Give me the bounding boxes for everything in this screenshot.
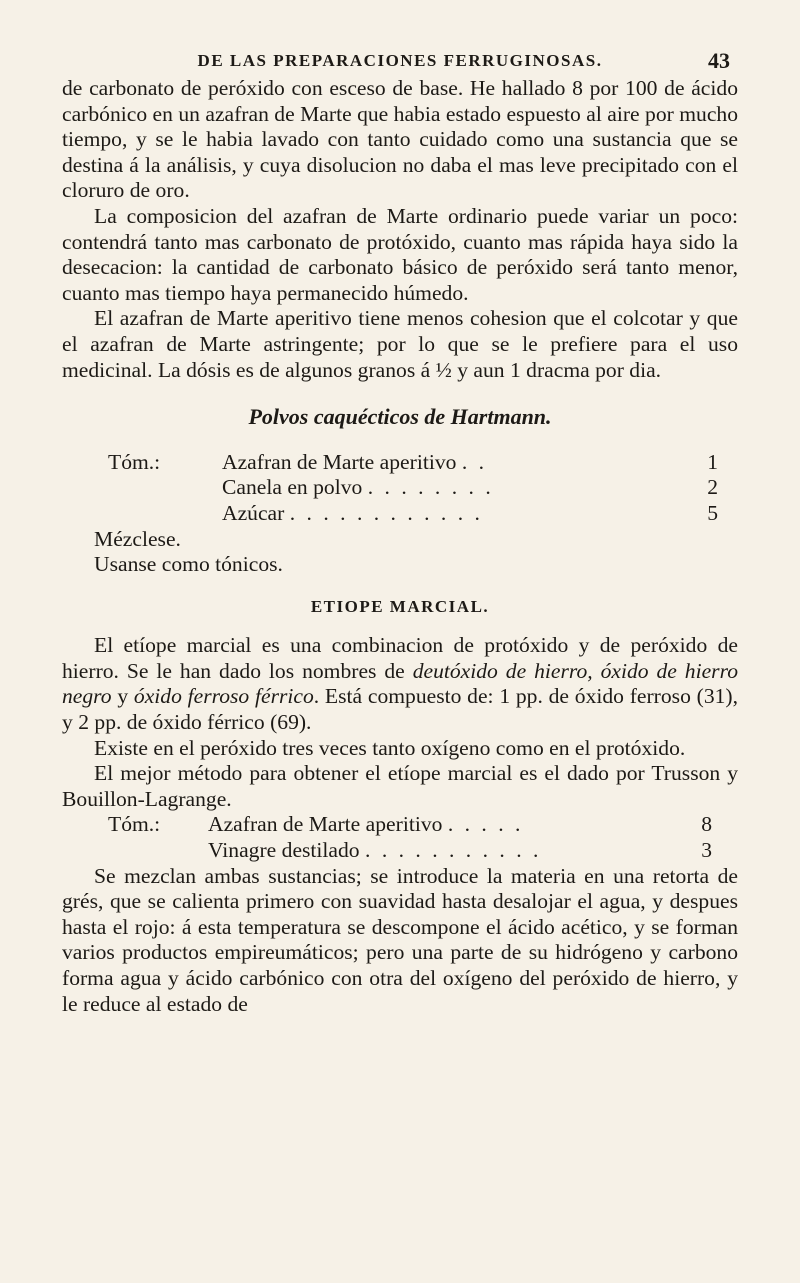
leader-dots: . . . . . . . . . . . — [365, 838, 542, 863]
paragraph-etiope-definition — [62, 633, 738, 735]
paragraph-composition: La composicion del azafran de Marte ordinario puede variar un poco: contendrá tanto mas carbonato de protóxido, cuanto mas rápida haya sido la desecacion: la cantidad de carbonato básico de peróxido será tanto menor, cuanto mas tiempo haya permanecido húmedo. — [62, 203, 738, 305]
definition-text-c: . Está compuesto de: 1 pp. de óxido ferroso (31), y 2 pp. de óxido férrico (69). — [62, 684, 739, 735]
ingredient-name: Azafran de Marte aperitivo — [222, 449, 457, 474]
recipe-tom-spacer — [62, 501, 222, 527]
recipe-tom-spacer — [62, 838, 208, 864]
recipe-row — [62, 812, 738, 838]
recipe-tom-label: Tóm.: — [108, 812, 161, 837]
ingredient-quantity: 2 — [707, 475, 718, 500]
recipe-ingredient — [222, 501, 700, 527]
recipe-instruction-use: Usanse como tónicos. — [94, 552, 283, 577]
recipe-row — [62, 838, 738, 864]
paragraph-oxygen: Existe en el peróxido tres veces tanto oxígeno como en el protóxido. — [94, 735, 686, 760]
recipe-ingredient — [222, 475, 700, 501]
recipe-ingredient — [208, 812, 694, 838]
dosage-text-start: El azafran de Marte aperitivo tiene menos cohesion que el colcotar y que el azafran de Marte astringente; por lo que se le prefiere para el uso medicinal. La dósis es de algunos granos á — [62, 306, 738, 382]
section-title-hartmann: Polvos caquécticos de Hartmann. — [248, 404, 552, 430]
recipe-ingredient — [222, 450, 700, 476]
recipe-tom-spacer — [62, 475, 222, 501]
paragraph-dosage — [62, 306, 738, 383]
leader-dots: . . . . . . . . — [367, 475, 494, 500]
running-title: DE LAS PREPARACIONES FERRUGINOSAS. — [197, 51, 603, 70]
recipe-row — [62, 501, 738, 527]
running-header — [62, 46, 738, 76]
recipe-tom-label: Tóm.: — [108, 449, 161, 474]
leader-dots: . . . . . — [447, 812, 524, 837]
ingredient-quantity: 8 — [701, 812, 712, 837]
paragraph-method: El mejor método para obtener el etíope marcial es el dado por Trusson y Bouillon-Lagrange. — [62, 761, 738, 811]
section-title-etiope: ETIOPE MARCIAL. — [310, 596, 490, 616]
dosage-fraction: ½ — [435, 357, 452, 382]
definition-text-a: El etíope marcial es una combinacion de protóxido y de peróxido de hierro. Se le han dado los nombres de — [62, 633, 738, 683]
recipe-ingredient — [208, 838, 694, 864]
page-number: 43 — [708, 48, 730, 73]
leader-dots: . . — [461, 449, 488, 474]
ingredient-name: Azafran de Marte aperitivo — [208, 812, 443, 837]
recipe-row — [62, 450, 738, 476]
leader-dots: . . . . . . . . . . . . — [289, 500, 483, 525]
ingredient-name: Vinagre destilado — [208, 838, 360, 863]
recipe-hartmann — [62, 450, 738, 578]
ingredient-quantity: 3 — [701, 838, 712, 863]
ingredient-name: Canela en polvo — [222, 475, 363, 500]
paragraph-continuation: de carbonato de peróxido con esceso de base. He hallado 8 por 100 de ácido carbónico en un azafran de Marte que habia estado espuesto al aire por mucho tiempo, y se le habia lavado con tanto cuidado como una sustancia que se destina á la análisis, y cuya disolucion no daba el mas leve precipitado con el cloruro de oro. — [62, 76, 738, 203]
recipe-etiope — [62, 812, 738, 863]
ingredient-quantity: 1 — [707, 449, 718, 474]
definition-text-b: y — [111, 684, 134, 709]
recipe-instruction-mix: Mézclese. — [94, 526, 181, 551]
recipe-row — [62, 475, 738, 501]
page-body — [62, 76, 738, 1017]
dosage-text-end: y aun 1 dracma por dia. — [451, 357, 662, 382]
definition-italic-names: deutóxido de hierro, óxido de hierro negro — [62, 658, 738, 709]
paragraph-procedure: Se mezclan ambas sustancias; se introduce la materia en una retorta de grés, que se calienta primero con suavidad hasta desalojar el agua, y despues hasta el rojo: á esta temperatura se descompone el ácido acético, y se forman varios productos empireumáticos; pero una parte de su hidrógeno y carbono forma agua y ácido carbónico con otra del oxígeno del peróxido de hierro, y le reduce al estado de — [62, 863, 738, 1016]
ingredient-name: Azúcar — [222, 500, 285, 525]
ingredient-quantity: 5 — [707, 500, 718, 525]
definition-italic-name: óxido ferroso férrico — [133, 684, 314, 709]
